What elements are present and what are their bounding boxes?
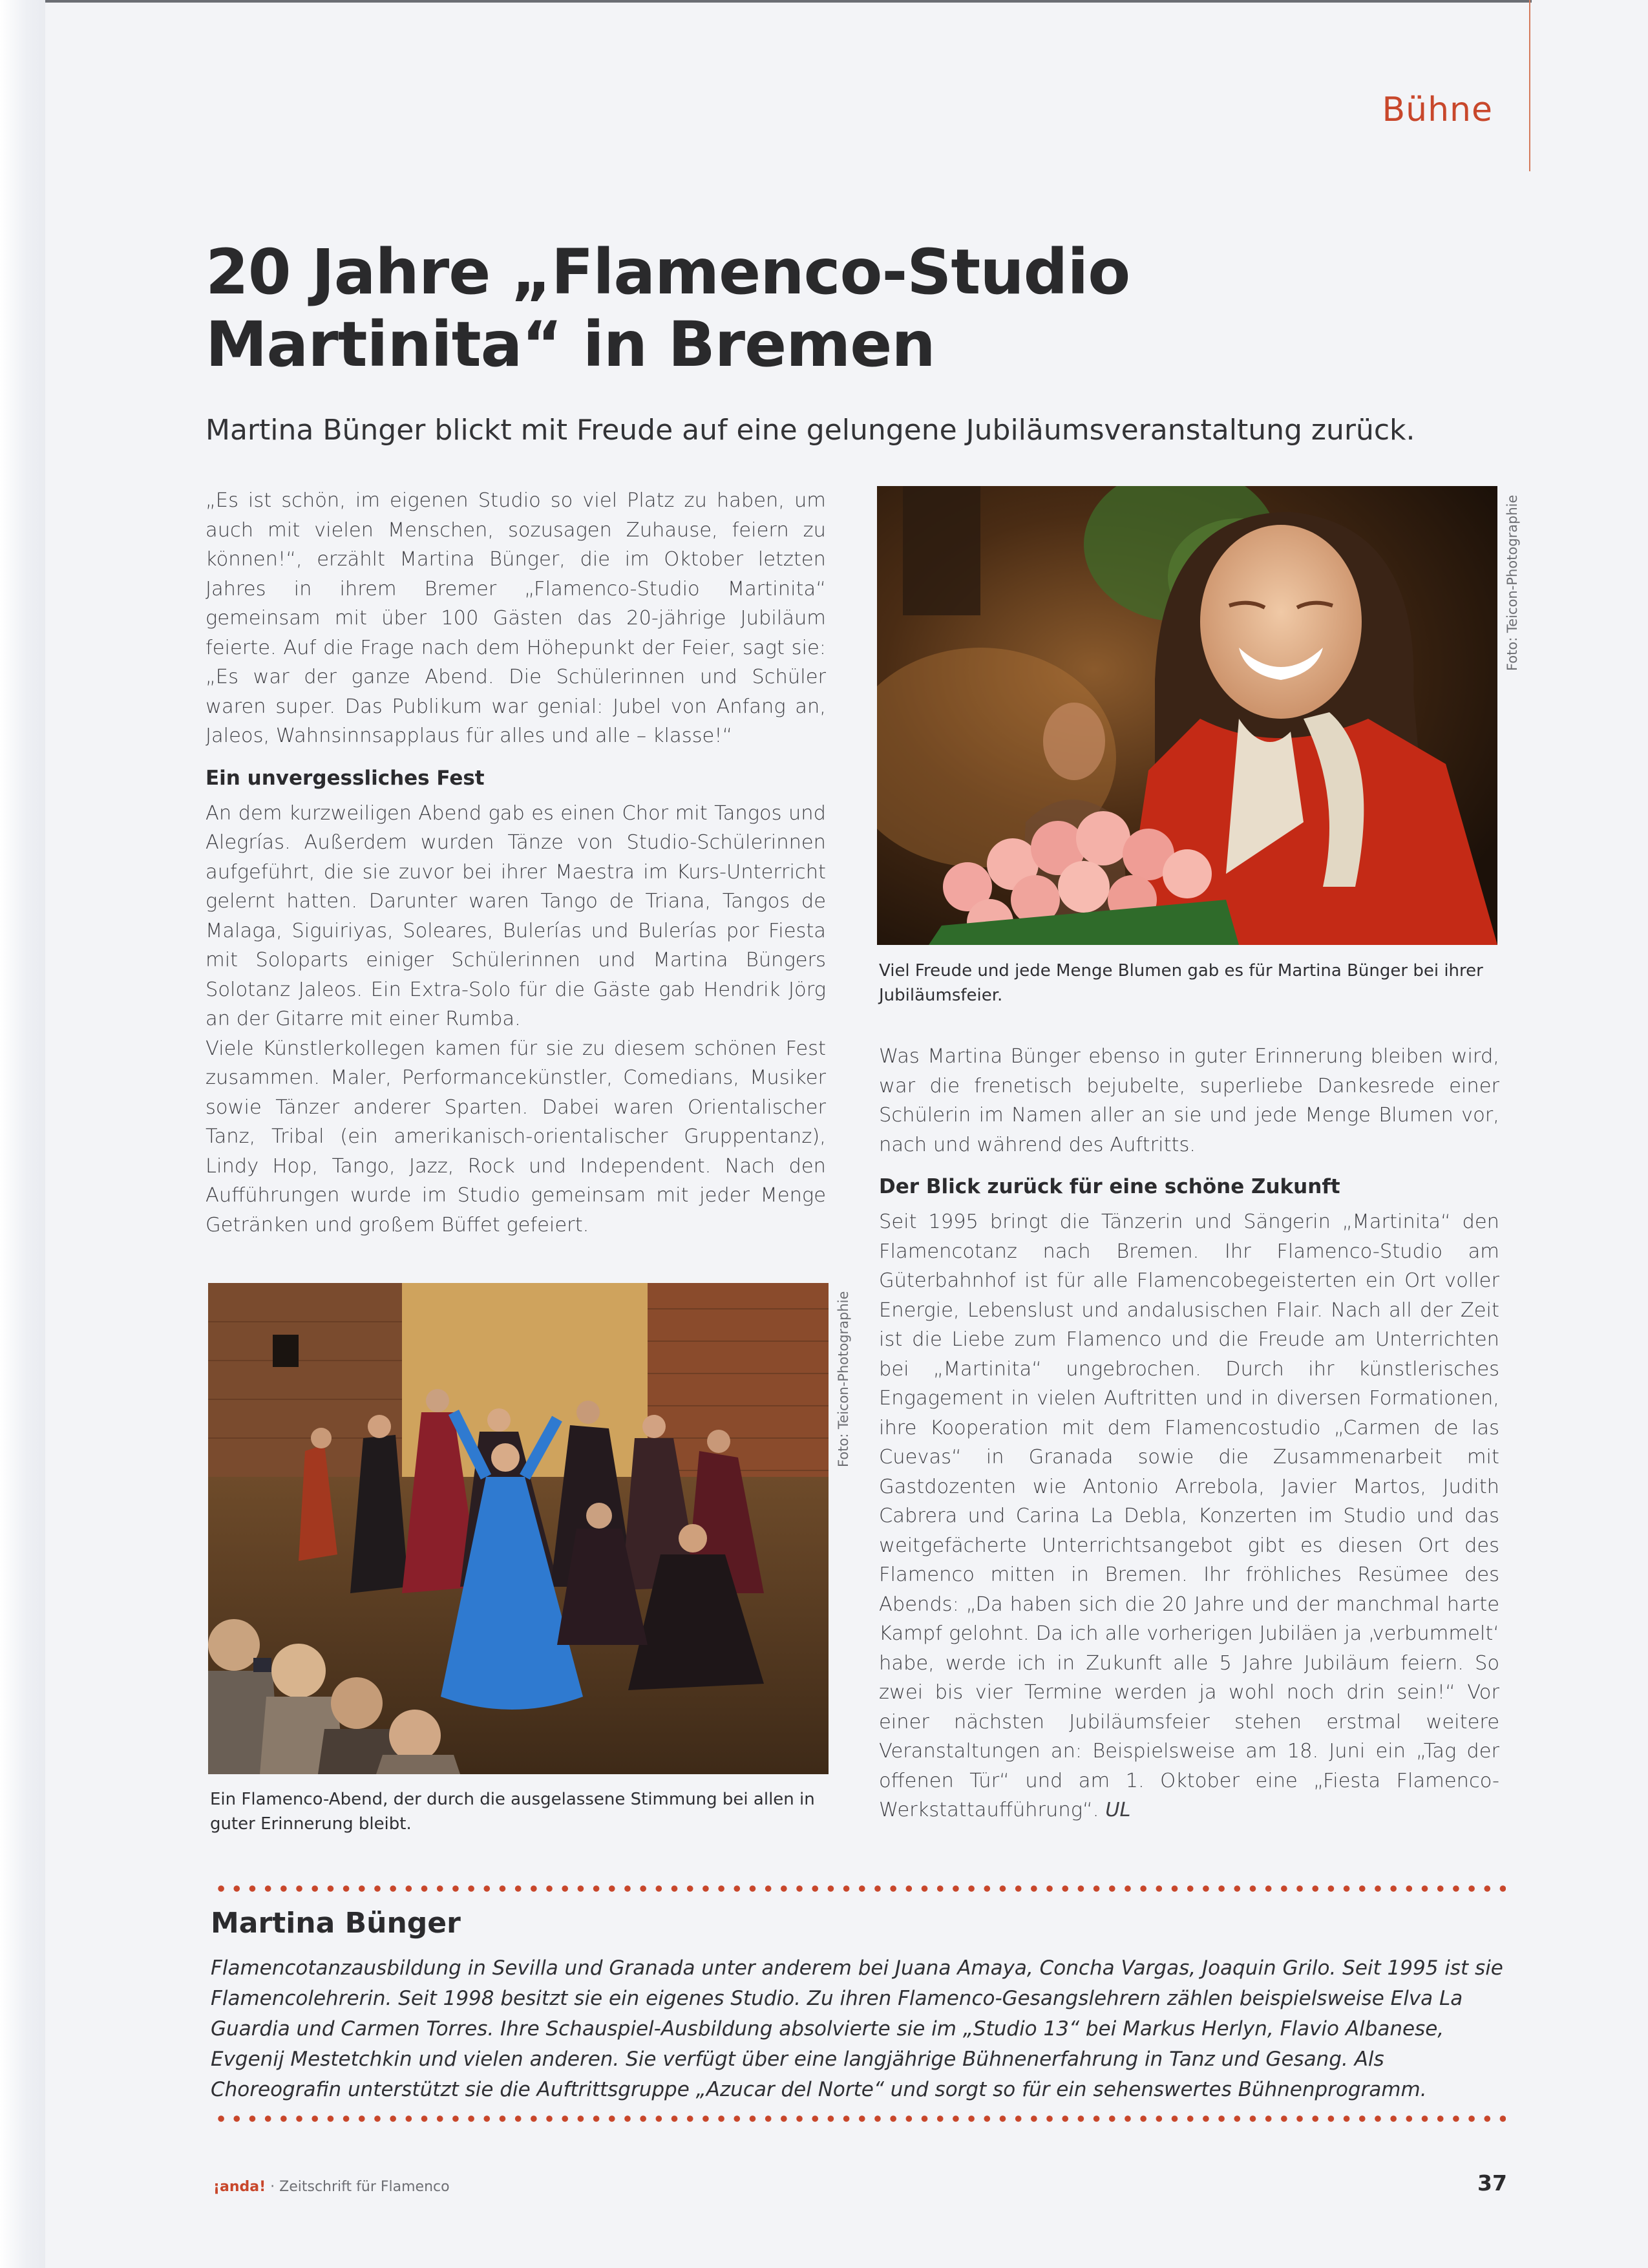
page-gutter-shadow <box>0 0 45 2268</box>
subhead-fest: Ein unvergessliches Fest <box>206 766 485 790</box>
top-rule <box>45 0 1532 3</box>
dance-caption: Ein Flamenco-Abend, der durch die ausgelassene Stimmung bei allen in guter Erinnerung bleibt. <box>210 1790 815 1834</box>
footer-magazine <box>213 2179 450 2195</box>
portrait-caption: Viel Freude und jede Menge Blumen gab es für Martina Bünger bei ihrer Jubiläumsfeier. <box>879 961 1483 1005</box>
author-initials: UL <box>1105 1799 1131 1821</box>
dance-photo <box>208 1283 829 1774</box>
section-label: Bühne <box>1382 90 1493 129</box>
section-rule <box>1529 0 1530 171</box>
footer-brand: ¡anda! <box>213 2179 266 2195</box>
page-number: 37 <box>1477 2170 1507 2196</box>
bio-box <box>194 1874 1512 2133</box>
portrait-photo <box>877 486 1497 945</box>
left-column <box>206 486 826 1240</box>
paragraph-zukunft-text: Seit 1995 bringt die Tänzerin und Sängerin „Martinita“ den Flamencotanz nach Bremen. Ihr Flamenco-Studio am Güterbahnhof ist für alle Flamencobegeisterten ein Ort voller Energie, Lebenslust und andalusischen Flair. Nach all der Zeit ist die Liebe zum Flamenco und die Freude am Unterrichten bei „Martinita“ ungebrochen. Durch ihr künstlerisches Engagement in vielen Auftritten und in diversen Formationen, ihre Kooperation mit dem Flamencostudio „Carmen de las Cuevas“ in Granada sowie die Zusammenarbeit mit Gastdozenten wie Antonio Arrebola, Javier Martos, Judith Cabrera und Carina La Debla, Konzerten im Studio und das weitgefächerte Unterrichtsangebot gibt es diesen Ort des Flamenco mitten in Bremen. Ihr fröhliches Resümee des Abends: „Da haben sich die 20 Jahre und der manchmal harte Kampf gelohnt. Da ich alle vorherigen Jubiläen ja ‚verbummelt‘ habe, werde ich in Zukunft alle 5 Jahre Jubiläum feiern. So zwei bis vier Termine werden ja wohl noch drin sein!“ Vor einer nächsten Jubiläumsfeier stehen erstmal weitere Veranstaltungen an: Beispielsweise am 18. Juni ein „Tag der offenen Tür“ und am 1. Oktober eine „Fiesta Flamenco-Werkstattaufführung“. <box>879 1211 1499 1821</box>
title-line-1: 20 Jahre „Flamenco-Studio <box>206 236 1130 308</box>
paragraph-zukunft <box>879 1207 1499 1825</box>
portrait-credit: Foto: Teicon-Photographie <box>1505 494 1520 671</box>
footer-magazine-name: · Zeitschrift für Flamenco <box>266 2179 450 2195</box>
article-subtitle: Martina Bünger blickt mit Freude auf eine gelungene Jubiläumsveranstaltung zurück. <box>206 414 1415 447</box>
subhead-zukunft: Der Blick zurück für eine schöne Zukunft <box>879 1175 1340 1198</box>
intro-paragraph: „Es ist schön, im eigenen Studio so viel Platz zu haben, um auch mit vielen Menschen, sozusagen Zuhause, feiern zu können!“, erzählt Martina Bünger, die im Oktober letzten Jahres in ihrem Bremer „Flamenco-Studio Martinita“ gemeinsam mit über 100 Gästen das 20-jährige Jubiläum feierte. Auf die Frage nach dem Höhepunkt der Feier, sagt sie: „Es war der ganze Abend. Die Schülerinnen und Schüler waren super. Das Publikum war genial: Jubel von Anfang an, Jaleos, Wahnsinnsapplaus für alles und alle – klasse!“ <box>206 489 826 747</box>
paragraph-abend: An dem kurzweiligen Abend gab es einen Chor mit Tangos und Alegrías. Außerdem wurden Tänze von Studio-Schülerinnen aufgeführt, die sie zuvor bei ihrer Maestra im Kurs-Unterricht gelernt hatten. Darunter waren Tango de Triana, Tangos de Malaga, Siguiriyas, Soleares, Bulerías und Bulerías por Fiesta mit Soloparts einiger Schülerinnen und Martina Büngers Solotanz Jaleos. Ein Extra-Solo für die Gäste gab Hendrik Jörg an der Gitarre mit einer Rumba. <box>206 801 826 1030</box>
bio-name: Martina Bünger <box>211 1907 461 1940</box>
dance-credit: Foto: Teicon-Photographie <box>836 1291 851 1467</box>
paragraph-dankesrede: Was Martina Bünger ebenso in guter Erinnerung bleiben wird, war die frenetisch bejubelte, superliebe Dankesrede einer Schülerin im Namen aller an sie und jede Menge Blumen vor, nach und während des Auftritts. <box>879 1045 1499 1156</box>
bio-top-dots <box>213 1885 1506 1892</box>
title-line-2: Martinita“ in Bremen <box>206 308 935 381</box>
article-title <box>206 236 1433 381</box>
paragraph-kollegen: Viele Künstlerkollegen kamen für sie zu diesem schönen Fest zusammen. Maler, Performancekünstler, Comedians, Musiker sowie Tänzer anderer Sparten. Dabei waren Orientalischer Tanz, Tribal (ein amerikanisch-orientalischer Gruppentanz), Lindy Hop, Tango, Jazz, Rock und Independent. Nach den Aufführungen wurde im Studio gemeinsam mit jeder Menge Getränken und großem Büffet gefeiert. <box>206 1037 826 1236</box>
bio-bottom-dots <box>213 2115 1506 2123</box>
bio-text: Flamencotanzausbildung in Sevilla und Granada unter anderem bei Juana Amaya, Concha Vargas, Joaquin Grilo. Seit 1995 ist sie Flamencolehrerin. Seit 1998 besitzt sie ein eigenes Studio. Zu ihren Flamenco-Gesangslehrern zählen beispielsweise Elva La Guardia und Carmen Torres. Ihre Schauspiel-Ausbildung absolvierte sie im „Studio 13“ bei Markus Herlyn, Flavio Albanese, Evgenij Mestetchkin und vielen anderen. Sie verfügt über eine langjährige Bühnenerfahrung in Tanz und Gesang. Als Choreografin unterstützt sie die Auftrittsgruppe „Azucar del Norte“ und sorgt so für ein sehenswertes Bühnenprogramm. <box>211 1956 1503 2101</box>
right-column <box>879 1042 1499 1825</box>
